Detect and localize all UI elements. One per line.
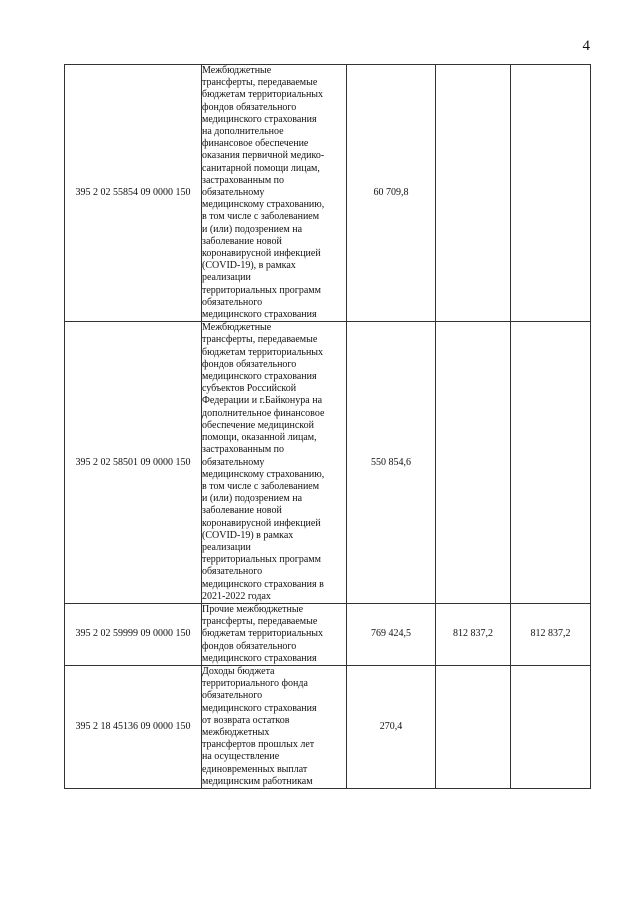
description-line: бюджетам территориальных [202,628,324,640]
description-line: (COVID-19) в рамках [202,529,294,541]
description-line: заболевание новой [202,235,282,247]
description-line: трансферты, передаваемые [202,77,318,89]
description-line: в том числе с заболеванием [202,211,320,223]
description-line: обязательному [202,456,265,468]
budget-code-cell: 395 2 02 55854 09 0000 150 [65,65,202,322]
description-line: застрахованным по [202,174,285,186]
budget-revenue-table [64,64,591,789]
amount-cell-2 [436,665,511,788]
description-line: медицинского страхования [202,371,317,383]
description-line: трансферты, передаваемые [202,616,318,628]
description-line: трансферты, передаваемые [202,334,318,346]
description-line: санитарной помощи лицам, [202,162,320,174]
description-line: межбюджетных [202,726,270,738]
description-line: фондов обязательного [202,358,297,370]
amount-cell-2 [436,322,511,604]
description-line: медицинским работникам [202,775,313,787]
description-line: медицинскому страхованию, [202,199,325,211]
amount-cell-1: 60 709,8 [347,65,436,322]
amount-cell-2 [436,65,511,322]
description-line: коронавирусной инфекцией [202,517,321,529]
description-line: оказания первичной медико- [202,150,325,162]
amount-cell-1: 550 854,6 [347,322,436,604]
description-line: (COVID-19), в рамках [202,260,296,272]
amount-cell-2: 812 837,2 [436,603,511,665]
description-line: и (или) подозрением на [202,223,303,235]
description-line: обязательного [202,296,263,308]
description-line: медицинскому страхованию, [202,468,325,480]
amount-cell-1: 769 424,5 [347,603,436,665]
description-line: территориальных программ [202,284,321,296]
description-line: застрахованным по [202,444,285,456]
amount-cell-3 [511,65,591,322]
description-line: бюджетам территориальных [202,346,324,358]
description-line: Прочие межбюджетные [202,603,304,615]
amount-cell-1: 270,4 [347,665,436,788]
description-line: финансовое обеспечение [202,138,309,150]
description-line: медицинского страхования [202,652,317,664]
description-line: медицинского страхования [202,309,317,321]
description-line: медицинского страхования в [202,578,324,590]
description-line: Федерации и г.Байконура на [202,395,323,407]
table-row [65,322,591,604]
description-line: единовременных выплат [202,763,308,775]
description-line: на осуществление [202,751,280,763]
description-line: помощи, оказанной лицам, [202,432,317,444]
description-line: медицинского страхования [202,702,317,714]
budget-code-cell: 395 2 18 45136 09 0000 150 [65,665,202,788]
description-line: Доходы бюджета [202,665,275,677]
description-line: Межбюджетные [202,322,272,334]
description-line: от возврата остатков [202,714,290,726]
amount-cell-3: 812 837,2 [511,603,591,665]
description-line: территориальных программ [202,554,321,566]
description-line: фондов обязательного [202,101,297,113]
table-row [65,665,591,788]
description-line: обязательного [202,690,263,702]
description-line: дополнительное финансовое [202,407,325,419]
description-line: бюджетам территориальных [202,89,324,101]
description-line: коронавирусной инфекцией [202,248,321,260]
description-line: заболевание новой [202,505,282,517]
amount-cell-3 [511,665,591,788]
description-line: и (или) подозрением на [202,493,303,505]
budget-code-cell: 395 2 02 58501 09 0000 150 [65,322,202,604]
description-line: трансфертов прошлых лет [202,739,315,751]
description-line: реализации [202,272,251,284]
table-row [65,603,591,665]
description-line: 2021-2022 годах [202,590,271,602]
budget-code-cell: 395 2 02 59999 09 0000 150 [65,603,202,665]
table-row [65,65,591,322]
description-line: обязательного [202,566,263,578]
description-line: субъектов Российской [202,383,297,395]
page-number: 4 [582,38,590,54]
description-cell [202,65,347,322]
amount-cell-3 [511,322,591,604]
description-line: на дополнительное [202,126,284,138]
description-line: Межбюджетные [202,65,272,76]
description-line: медицинского страхования [202,113,317,125]
description-line: в том числе с заболеванием [202,480,320,492]
description-line: обязательному [202,187,265,199]
description-line: фондов обязательного [202,640,297,652]
description-line: реализации [202,541,251,553]
description-line: территориального фонда [202,678,308,690]
description-line: обеспечение медицинской [202,419,315,431]
description-cell [202,603,347,665]
description-cell [202,322,347,604]
description-cell [202,665,347,788]
